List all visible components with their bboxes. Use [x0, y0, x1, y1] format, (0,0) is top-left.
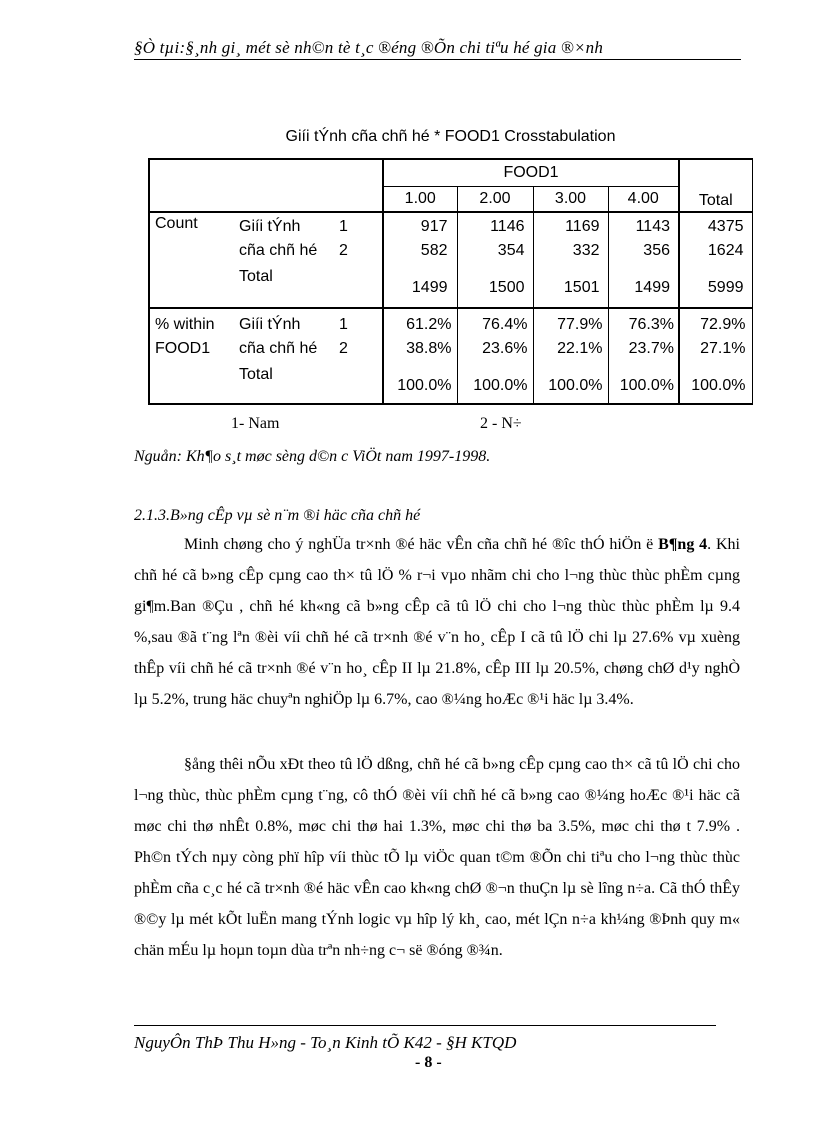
count-col-2: [457, 212, 533, 308]
table-cell: 1146: [490, 218, 525, 235]
footer-rule: [134, 1025, 716, 1026]
col-header-2: 2.00: [457, 186, 533, 212]
row-group-pct: [149, 308, 235, 404]
code-1: 1: [339, 316, 348, 333]
code-2: 2: [339, 340, 348, 357]
count-col-total: [679, 212, 752, 308]
table-cell: 1624: [707, 242, 744, 259]
legend-male: 1- Nam: [231, 415, 280, 432]
table-cell: 23.6%: [482, 340, 528, 357]
table-cell: 23.7%: [628, 340, 674, 357]
table-cell: 100.0%: [619, 377, 674, 394]
footer-author: NguyÔn ThÞ Thu H»ng - To¸n Kinh tÕ K42 - §H KTQD: [134, 1033, 517, 1052]
page-number: - 8 -: [415, 1054, 442, 1071]
table-corner: [149, 159, 383, 212]
legend-female: 2 - N÷: [480, 415, 522, 432]
table-cell: 1500: [488, 279, 525, 296]
header-rule: [134, 59, 741, 60]
total-row-label: Total: [239, 268, 273, 285]
table-cell: 582: [420, 242, 448, 259]
table-title: Giíi tÝnh cña chñ hé * FOOD1 Crosstabulation: [285, 128, 616, 145]
table-cell: 61.2%: [406, 316, 452, 333]
count-col-4: [608, 212, 679, 308]
col-header-1: 1.00: [383, 186, 457, 212]
table-cell: 100.0%: [397, 377, 452, 394]
code-labels-count: [333, 212, 383, 308]
table-cell: 77.9%: [557, 316, 603, 333]
col-header-3: 3.00: [533, 186, 608, 212]
table-cell: 1501: [563, 279, 600, 296]
table-cell: 100.0%: [691, 377, 746, 394]
food1-header: FOOD1: [383, 159, 679, 186]
paragraph-1: [134, 529, 740, 715]
table-cell: 100.0%: [473, 377, 528, 394]
gender-labels-pct: [235, 308, 333, 404]
table-cell: 1499: [634, 279, 670, 296]
count-col-3: [533, 212, 608, 308]
table-cell: 22.1%: [557, 340, 603, 357]
col-header-4: 4.00: [608, 186, 679, 212]
table-cell: 1143: [635, 218, 670, 235]
paragraph-1-lead: Minh chøng cho ý nghÜa tr×nh ®é häc vÊn cña chñ hé ®îc thÓ hiÖn ë: [184, 536, 659, 553]
page-header: §Ò tµi:§¸nh gi¸ mét sè nh©n tè t¸c ®éng ®Õn chi tiªu hé gia ®×nh: [134, 38, 604, 57]
gender-label: Giíi tÝnh: [239, 218, 301, 235]
total-header: Total: [679, 159, 752, 212]
count-col-1: [383, 212, 457, 308]
table-cell: 38.8%: [406, 340, 452, 357]
table-cell: 5999: [707, 279, 744, 296]
table-reference: B¶ng 4: [658, 536, 708, 553]
pct-col-1: [383, 308, 457, 404]
table-cell: 332: [572, 242, 600, 259]
section-title: 2.1.3.B»ng cÊp vµ sè n¨m ®i häc cña chñ hé: [134, 507, 421, 524]
total-row-label: Total: [239, 366, 273, 383]
table-cell: 27.1%: [700, 340, 746, 357]
paragraph-2-body: §ång thêi nÕu xÐt theo tû lÖ dßng, chñ hé cã b»ng cÊp cµng cao th× cã tû lÖ chi cho l¬ng thùc, thùc phÈm cµng t¨ng, cô thÓ ®èi víi chñ hé cã b»ng cao ®¼ng hoÆc ®¹i häc cã møc chi thø nhÊt 0.8%, møc chi thø hai 1.3%, møc chi thø ba 3.5%, møc chi thø t 7.9% . Ph©n tÝch nµy còng phï hîp víi thùc tÕ lµ viÖc quan t©m ®Õn chi tiªu cho l¬ng thùc thùc phÈm cña c¸c hé cã tr×nh ®é häc vÊn cao kh«ng chØ ®¬n thuÇn lµ sè lîng n÷a. Cã thÓ thÊy ®©y lµ mét kÕt luËn mang tÝnh logic vµ hîp lý kh¸ cao, mét lÇn n÷a kh¼ng ®Þnh quy m« chän mÉu lµ hoµn toµn dùa trªn nh÷ng c¬ së ®óng ®¾n.: [134, 756, 740, 959]
gender-label: Giíi tÝnh: [239, 316, 301, 333]
table-cell: 356: [643, 242, 670, 259]
table-cell: 354: [497, 242, 525, 259]
table-cell: 72.9%: [700, 316, 746, 333]
table-cell: 76.4%: [482, 316, 528, 333]
paragraph-2: [134, 749, 740, 966]
code-labels-pct: [333, 308, 383, 404]
pct-label: FOOD1: [155, 340, 211, 357]
count-label: Count: [155, 215, 198, 232]
crosstab-table: [148, 158, 753, 405]
gender-labels-count: [235, 212, 333, 308]
pct-col-4: [608, 308, 679, 404]
gender-label: cña chñ hé: [239, 242, 318, 259]
pct-col-3: [533, 308, 608, 404]
table-cell: 100.0%: [548, 377, 603, 394]
pct-label: % within: [155, 316, 215, 333]
row-group-count: [149, 212, 235, 308]
pct-col-total: [679, 308, 752, 404]
table-cell: 917: [420, 218, 448, 235]
table-cell: 1169: [565, 218, 600, 235]
code-2: 2: [339, 242, 348, 259]
code-1: 1: [339, 218, 348, 235]
gender-label: cña chñ hé: [239, 340, 318, 357]
source-note: Nguån: Kh¶o s¸t møc sèng d©n c ViÖt nam 1997-1998.: [134, 448, 491, 465]
table-cell: 1499: [411, 279, 448, 296]
table-cell: 76.3%: [628, 316, 674, 333]
paragraph-1-body: . Khi chñ hé cã b»ng cÊp cµng cao th× tû lÖ % r¬i vµo nhãm chi cho l¬ng thùc thùc phÈm cµng gi¶m.Ban ®Çu , chñ hé kh«ng cã b»ng cÊp cã tû lÖ chi cho l¬ng thùc thùc phÈm lµ 9.4 %,sau ®ã t¨ng lªn ®èi víi chñ hé cã tr×nh ®é v¨n ho¸ cÊp I cã tû lÖ chi lµ 27.6% vµ xuèng thÊp víi chñ hé cã tr×nh ®é v¨n ho¸ cÊp II lµ 21.8%, cÊp III lµ 20.5%, chøng chØ d¹y nghÒ lµ 5.2%, trung häc chuyªn nghiÖp lµ 6.7%, cao ®¼ng hoÆc ®¹i häc lµ 3.4%.: [134, 536, 740, 708]
table-cell: 4375: [707, 218, 744, 235]
pct-col-2: [457, 308, 533, 404]
